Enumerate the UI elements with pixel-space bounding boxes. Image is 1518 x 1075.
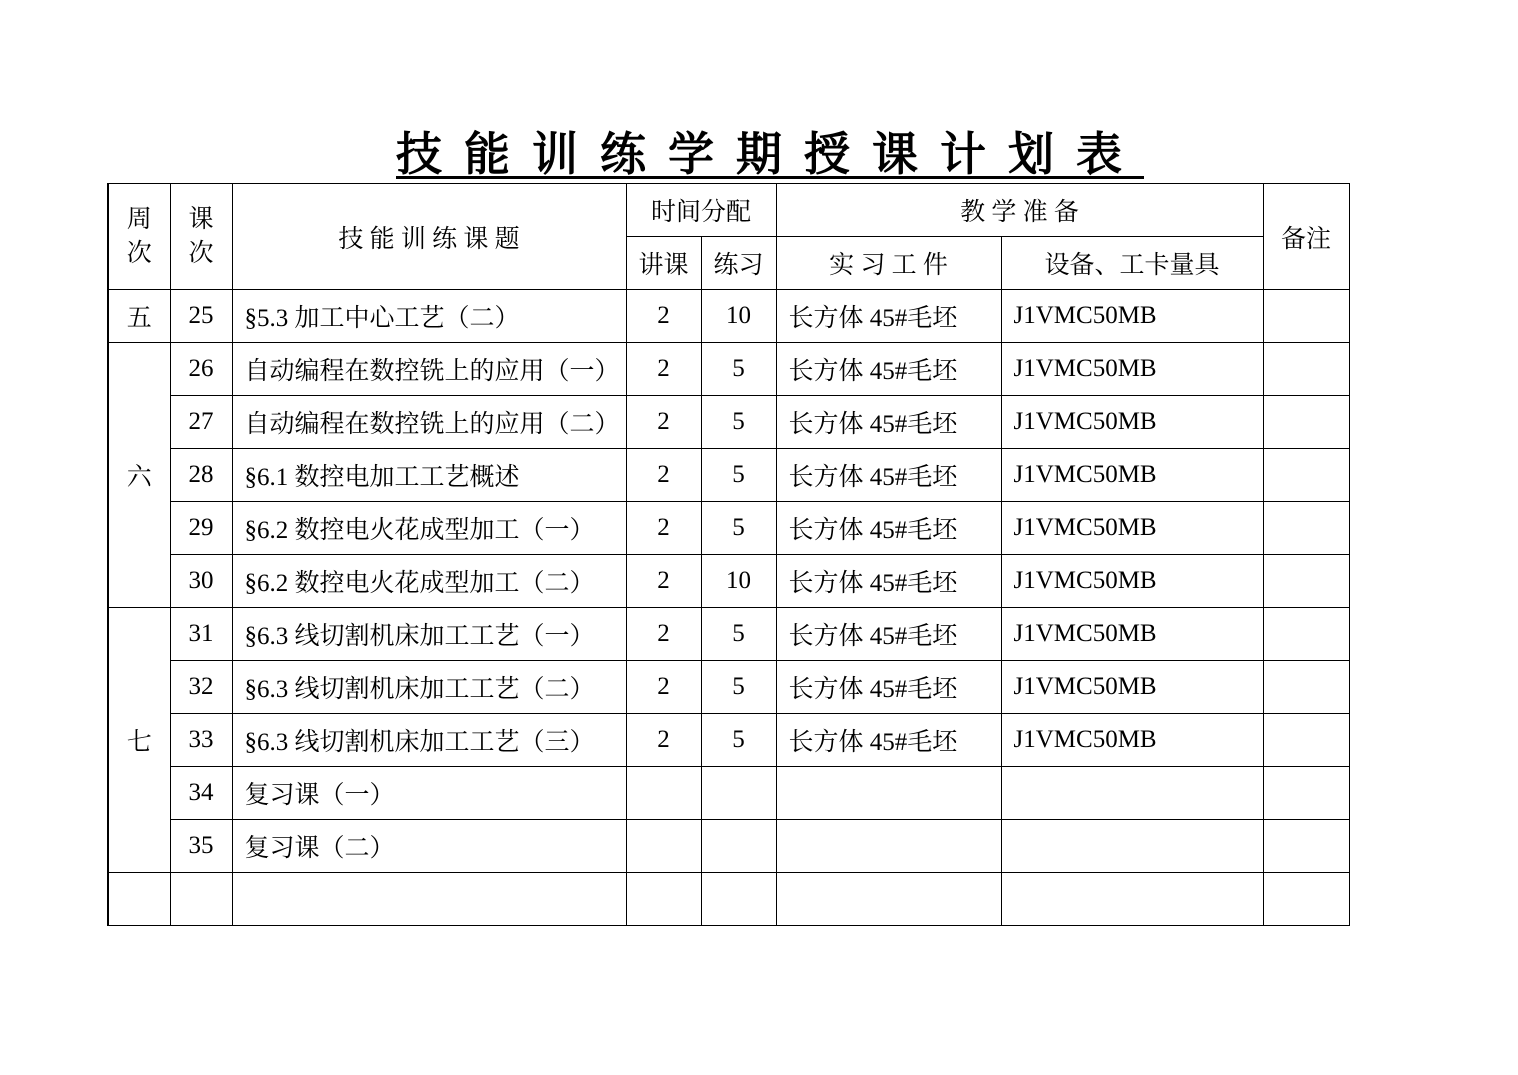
lecture-hours-cell: 2 [626, 290, 701, 343]
equipment-cell: J1VMC50MB [1001, 449, 1263, 502]
topic-cell: §6.2 数控电火花成型加工（一） [232, 502, 626, 555]
practice-hours-cell: 5 [701, 396, 776, 449]
table-row [108, 820, 1349, 873]
week-cell: 五 [108, 290, 170, 343]
lecture-hours-cell: 2 [626, 396, 701, 449]
header-equipment: 设备、工卡量具 [1001, 237, 1263, 290]
workpiece-cell [776, 767, 1001, 820]
notes-cell [1263, 343, 1349, 396]
equipment-cell: J1VMC50MB [1001, 608, 1263, 661]
table-row [108, 767, 1349, 820]
table-row [108, 555, 1349, 608]
lesson-plan-table [107, 183, 1350, 926]
lesson-number-cell: 31 [170, 608, 232, 661]
lecture-hours-cell: 2 [626, 343, 701, 396]
workpiece-cell: 长方体 45#毛坯 [776, 449, 1001, 502]
topic-cell: 复习课（二） [232, 820, 626, 873]
lecture-hours-cell: 2 [626, 502, 701, 555]
notes-cell [1263, 661, 1349, 714]
equipment-cell: J1VMC50MB [1001, 661, 1263, 714]
table-row [108, 449, 1349, 502]
header-time: 时间分配 [626, 184, 776, 237]
week-cell: 六 [108, 343, 170, 608]
table-row [108, 396, 1349, 449]
equipment-cell: J1VMC50MB [1001, 502, 1263, 555]
header-week: 周 次 [108, 184, 170, 290]
table-row [108, 873, 1349, 926]
workpiece-cell: 长方体 45#毛坯 [776, 290, 1001, 343]
workpiece-cell: 长方体 45#毛坯 [776, 555, 1001, 608]
topic-cell: §6.3 线切割机床加工工艺（三） [232, 714, 626, 767]
practice-hours-cell: 5 [701, 661, 776, 714]
lesson-number-cell: 32 [170, 661, 232, 714]
practice-hours-cell: 10 [701, 290, 776, 343]
equipment-cell: J1VMC50MB [1001, 714, 1263, 767]
topic-cell: §6.3 线切割机床加工工艺（一） [232, 608, 626, 661]
lesson-number-cell [170, 873, 232, 926]
equipment-cell: J1VMC50MB [1001, 396, 1263, 449]
topic-cell: §6.1 数控电加工工艺概述 [232, 449, 626, 502]
lecture-hours-cell: 2 [626, 608, 701, 661]
workpiece-cell: 长方体 45#毛坯 [776, 343, 1001, 396]
lesson-number-cell: 30 [170, 555, 232, 608]
table-row [108, 343, 1349, 396]
topic-cell [232, 873, 626, 926]
equipment-cell [1001, 873, 1263, 926]
equipment-cell [1001, 767, 1263, 820]
header-topic: 技 能 训 练 课 题 [232, 184, 626, 290]
lesson-number-cell: 25 [170, 290, 232, 343]
practice-hours-cell: 10 [701, 555, 776, 608]
notes-cell [1263, 290, 1349, 343]
topic-cell: §6.3 线切割机床加工工艺（二） [232, 661, 626, 714]
header-lecture: 讲课 [626, 237, 701, 290]
workpiece-cell: 长方体 45#毛坯 [776, 608, 1001, 661]
lesson-number-cell: 35 [170, 820, 232, 873]
header-lesson: 课 次 [170, 184, 232, 290]
notes-cell [1263, 608, 1349, 661]
notes-cell [1263, 396, 1349, 449]
lecture-hours-cell: 2 [626, 714, 701, 767]
lecture-hours-cell [626, 873, 701, 926]
topic-cell: §6.2 数控电火花成型加工（二） [232, 555, 626, 608]
equipment-cell: J1VMC50MB [1001, 343, 1263, 396]
table-row [108, 661, 1349, 714]
lesson-number-cell: 34 [170, 767, 232, 820]
lesson-number-cell: 26 [170, 343, 232, 396]
topic-cell: §5.3 加工中心工艺（二） [232, 290, 626, 343]
notes-cell [1263, 449, 1349, 502]
topic-cell: 自动编程在数控铣上的应用（二） [232, 396, 626, 449]
week-cell [108, 873, 170, 926]
workpiece-cell [776, 873, 1001, 926]
practice-hours-cell: 5 [701, 502, 776, 555]
notes-cell [1263, 767, 1349, 820]
practice-hours-cell: 5 [701, 343, 776, 396]
header-notes: 备注 [1263, 184, 1349, 290]
table-row [108, 608, 1349, 661]
lecture-hours-cell: 2 [626, 555, 701, 608]
practice-hours-cell [701, 767, 776, 820]
lecture-hours-cell: 2 [626, 661, 701, 714]
notes-cell [1263, 820, 1349, 873]
workpiece-cell: 长方体 45#毛坯 [776, 502, 1001, 555]
equipment-cell [1001, 820, 1263, 873]
notes-cell [1263, 502, 1349, 555]
practice-hours-cell: 5 [701, 608, 776, 661]
week-cell: 七 [108, 608, 170, 873]
practice-hours-cell [701, 820, 776, 873]
practice-hours-cell [701, 873, 776, 926]
lecture-hours-cell [626, 767, 701, 820]
lecture-hours-cell [626, 820, 701, 873]
notes-cell [1263, 714, 1349, 767]
header-prep: 教 学 准 备 [776, 184, 1263, 237]
table-row [108, 502, 1349, 555]
workpiece-cell [776, 820, 1001, 873]
equipment-cell: J1VMC50MB [1001, 555, 1263, 608]
table-row [108, 290, 1349, 343]
lesson-number-cell: 29 [170, 502, 232, 555]
practice-hours-cell: 5 [701, 449, 776, 502]
workpiece-cell: 长方体 45#毛坯 [776, 714, 1001, 767]
workpiece-cell: 长方体 45#毛坯 [776, 661, 1001, 714]
equipment-cell: J1VMC50MB [1001, 290, 1263, 343]
topic-cell: 复习课（一） [232, 767, 626, 820]
header-practice: 练习 [701, 237, 776, 290]
workpiece-cell: 长方体 45#毛坯 [776, 396, 1001, 449]
table-row [108, 714, 1349, 767]
lecture-hours-cell: 2 [626, 449, 701, 502]
topic-cell: 自动编程在数控铣上的应用（一） [232, 343, 626, 396]
header-workpiece: 实 习 工 件 [776, 237, 1001, 290]
notes-cell [1263, 555, 1349, 608]
practice-hours-cell: 5 [701, 714, 776, 767]
lesson-number-cell: 33 [170, 714, 232, 767]
notes-cell [1263, 873, 1349, 926]
page-title: 技能训练学期授课计划表 [396, 129, 1144, 180]
lesson-number-cell: 27 [170, 396, 232, 449]
lesson-number-cell: 28 [170, 449, 232, 502]
